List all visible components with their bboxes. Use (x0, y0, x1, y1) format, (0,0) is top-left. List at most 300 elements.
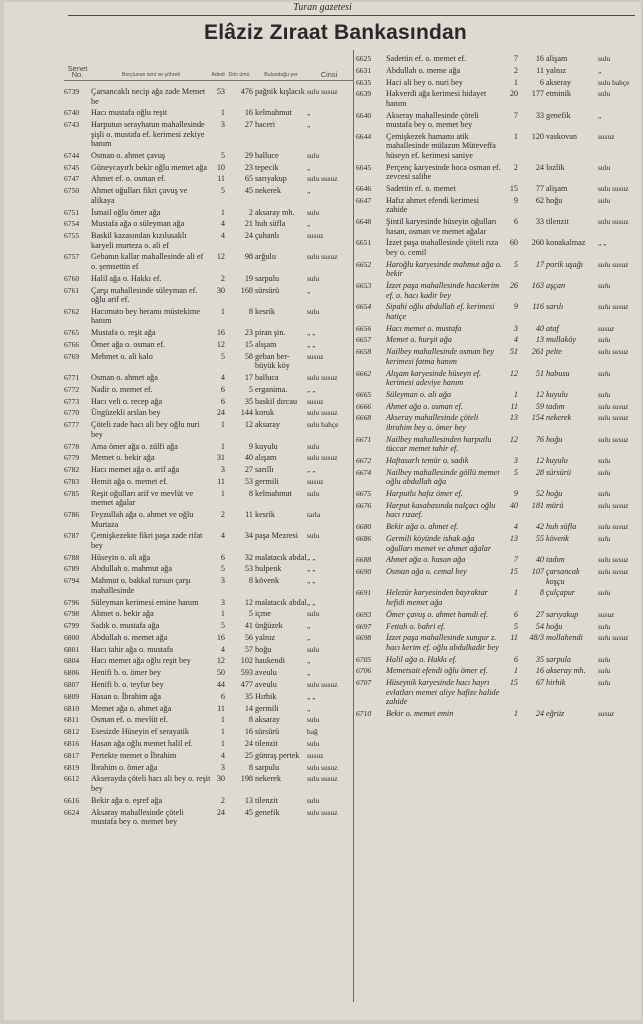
donum-value: 35 (244, 396, 253, 406)
land-type: sulu (598, 335, 611, 345)
location: huh süfla (255, 219, 286, 229)
location: yalnız (255, 632, 276, 642)
location: arğulu (255, 252, 276, 262)
record-number: 6698 (356, 633, 372, 643)
table-row (356, 196, 640, 215)
donum-value: 40 (244, 453, 253, 463)
record-number: 6644 (356, 131, 372, 141)
header-cins: Cinsi (320, 70, 338, 79)
donum-value: 52 (535, 489, 544, 499)
parcel-count: 15 (509, 678, 518, 688)
donum-value: 17 (535, 259, 544, 269)
record-number: 6772 (64, 384, 80, 394)
debtor-name: Abdullah o. meme ağa (386, 65, 461, 75)
record-number: 6665 (356, 389, 372, 399)
left-rows (64, 87, 354, 827)
donum-value: 28 (535, 467, 544, 477)
location: içme (255, 609, 271, 619)
table-row (356, 184, 640, 194)
table-row (64, 174, 354, 184)
debtor-name: Nadir o. memet ef. (91, 384, 153, 394)
parcel-count: 4 (220, 373, 225, 383)
parcel-count: 3 (220, 597, 225, 607)
donum-value: 57 (244, 644, 253, 654)
donum-value: 29 (244, 150, 253, 160)
debtor-name: Hacı veli o. recep ağa (91, 396, 163, 406)
location: tilenzit (255, 795, 278, 805)
table-row (64, 274, 354, 284)
table-row (356, 89, 640, 108)
record-number: 6686 (356, 534, 372, 544)
land-type: sulu susuz (307, 373, 338, 383)
land-type: sulu (598, 588, 611, 598)
record-number: 6770 (64, 408, 80, 418)
location: hoğu (546, 434, 563, 444)
header-donum: Dön ümü (228, 72, 250, 78)
record-number: 6676 (356, 500, 372, 510)
table-row (356, 163, 640, 182)
location: sürsürü (546, 467, 572, 477)
donum-value: 17 (244, 373, 253, 383)
record-number: 6811 (64, 715, 79, 725)
record-number: 6616 (64, 795, 80, 805)
donum-value: 8 (248, 715, 253, 725)
land-type: sulu (307, 531, 320, 541)
parcel-count: 7 (513, 555, 518, 565)
location: çulçapur (546, 588, 576, 598)
parcel-count: 6 (513, 217, 518, 227)
land-type: sulu (598, 195, 611, 205)
donum-value: 54 (535, 621, 544, 631)
parcel-count: 6 (220, 552, 225, 562)
donum-value: 51 (535, 368, 544, 378)
parcel-count: 4 (220, 750, 225, 760)
record-number: 6789 (64, 564, 80, 574)
donum-value: 163 (531, 281, 544, 291)
location: tilenzit (255, 739, 278, 749)
debtor-name: Hacı memet ağa o. arif ağa (91, 465, 180, 475)
parcel-count: 11 (217, 174, 225, 184)
table-row (64, 576, 354, 595)
parcel-count: 5 (220, 351, 225, 361)
record-number: 6653 (356, 281, 372, 291)
debtor-name: Harput kasabasında nalçacı oğlu hacı rızaef. (386, 500, 496, 520)
table-row (64, 307, 354, 326)
donum-value: 62 (535, 195, 544, 205)
donum-value: 40 (535, 323, 544, 333)
donum-value: 13 (535, 335, 544, 345)
location: kuyulu (546, 456, 568, 466)
land-type: sulu susuz (307, 807, 338, 817)
table-row (64, 656, 354, 666)
table-row (356, 413, 640, 432)
location: sarpulu (255, 762, 280, 772)
debtor-name: Hacı mustafa oğlu reşit (91, 108, 168, 118)
record-number: 6662 (356, 368, 372, 378)
land-type: sulu susuz (307, 453, 338, 463)
location: mollahendi (546, 633, 583, 643)
record-number: 6750 (64, 186, 80, 196)
location: genefik (546, 110, 571, 120)
land-type: „ „ (307, 384, 316, 394)
parcel-count: 5 (220, 150, 225, 160)
location: aveulu (255, 680, 277, 690)
parcel-count: 24 (216, 408, 225, 418)
parcel-count: 6 (220, 384, 225, 394)
debtor-name: Süleyman kerimesi emine hanım (91, 597, 199, 607)
debtor-name: Çemişkezekte fikri paşa zade rifat bey (91, 531, 203, 550)
table-row (64, 668, 354, 678)
land-type: „ (307, 285, 311, 295)
table-row (64, 453, 354, 463)
land-type: „ (307, 186, 311, 196)
masthead-rule (68, 15, 635, 16)
land-type: sulu susuz (598, 522, 629, 532)
parcel-count: 4 (220, 644, 225, 654)
debtor-name: Hacı memet ağa oğlu reşit bey (91, 656, 191, 666)
parcel-count: 6 (513, 654, 518, 664)
location: eğrüz (546, 708, 565, 718)
table-row (64, 408, 354, 418)
land-type: „ „ (307, 576, 316, 586)
table-row (64, 186, 354, 205)
land-type: sulu susuz (598, 347, 629, 357)
location: kövenk (546, 534, 569, 544)
record-number: 6743 (64, 120, 80, 130)
parcel-count: 15 (509, 567, 518, 577)
donum-value: 19 (244, 273, 253, 283)
location: etminik (546, 89, 572, 99)
parcel-count: 40 (509, 500, 518, 510)
location: kesrik (255, 306, 276, 316)
land-type: sulu bahçe (307, 420, 339, 430)
donum-value: 33 (535, 110, 544, 120)
table-row (64, 286, 354, 305)
land-type: „ (307, 656, 311, 666)
parcel-count: 7 (513, 110, 518, 120)
table-row (356, 522, 640, 532)
donum-value: 107 (531, 567, 544, 577)
table-row (64, 633, 354, 643)
debtor-name: Henifi b. o. ömer bey (91, 668, 162, 678)
location: aksaray (255, 420, 281, 430)
parcel-count: 11 (510, 633, 518, 643)
table-row (64, 87, 354, 106)
land-type: „ (307, 108, 311, 118)
header-adet: Adedi (211, 72, 225, 78)
donum-value: 32 (244, 552, 253, 562)
parcel-count: 60 (509, 238, 518, 248)
location: alişam (546, 54, 568, 63)
location: vaskovan (546, 131, 577, 141)
land-type: sulu susuz (598, 500, 629, 510)
donum-value: 35 (244, 691, 253, 701)
record-number: 6671 (356, 434, 372, 444)
table-row (64, 796, 354, 806)
table-row (64, 420, 354, 439)
land-type: „ (307, 120, 311, 130)
table-row (356, 324, 640, 334)
debtor-name: Bekir ağa o. eşref ağa (91, 795, 163, 805)
table-row (64, 397, 354, 407)
debtor-name: Gebanın kallar mahallesinde ali ef o. şemsettin ef (91, 252, 204, 271)
donum-value: 260 (531, 238, 544, 248)
debtor-name: Şintil karyesinde hüseyin oğulları hasan, osman ve memet ağalar (386, 217, 497, 236)
record-number: 6672 (356, 456, 372, 466)
donum-value: 181 (531, 500, 544, 510)
parcel-count: 12 (216, 339, 225, 349)
donum-value: 24 (244, 739, 253, 749)
table-row (64, 373, 354, 383)
table-row (64, 108, 354, 118)
debtor-name: Mehmet o. ali kalo (91, 351, 153, 361)
land-type: sulu susuz (598, 259, 629, 269)
record-number: 6654 (356, 302, 372, 312)
parcel-count: 5 (513, 467, 518, 477)
debtor-name: Perçenç karyesinde hoca osman ef. zevcesi salihe (386, 162, 501, 182)
location: tadım (546, 401, 565, 411)
record-number: 6800 (64, 632, 80, 642)
debtor-name: Hafız ahmet efendi kerimesi zahide (386, 195, 479, 215)
record-number: 6778 (64, 441, 80, 451)
donum-value: 56 (244, 632, 253, 642)
location: lozlik (546, 162, 565, 172)
table-row (64, 609, 354, 619)
land-type: sulu (598, 666, 611, 676)
land-type: sulu (598, 54, 611, 63)
table-row (356, 678, 640, 707)
parcel-count: 1 (220, 727, 225, 737)
table-row (356, 588, 640, 607)
land-type: susuz (307, 396, 324, 406)
record-number: 6816 (64, 739, 80, 749)
table-row (64, 739, 354, 749)
table-row (356, 335, 640, 345)
record-number: 6766 (64, 339, 80, 349)
land-type: susuz (307, 351, 324, 361)
donum-value: 593 (240, 668, 253, 678)
land-type: „ „ (307, 691, 316, 701)
location: erganimа. (255, 384, 288, 394)
parcel-count: 26 (509, 281, 518, 291)
donum-value: 5 (248, 609, 253, 619)
debtor-name: Halil ağa o. Hakkı ef. (91, 273, 162, 283)
land-type: „ „ (598, 238, 607, 248)
donum-value: 12 (535, 389, 544, 399)
debtor-name: Memet ağa o. ahmet ağa (91, 703, 172, 713)
table-row (356, 489, 640, 499)
debtor-name: Sadettin ef. o. memet (386, 184, 456, 194)
debtor-name: Osman ef. o. mevlüt ef. (91, 715, 169, 725)
parcel-count: 1 (513, 666, 518, 676)
parcel-count: 44 (216, 680, 225, 690)
land-type: sulu (307, 150, 320, 160)
donum-value: 12 (244, 420, 253, 430)
location: konakalmaz (546, 238, 586, 248)
land-type: sulu (598, 534, 611, 544)
record-number: 6762 (64, 306, 80, 316)
record-number: 6786 (64, 510, 80, 520)
donum-value: 16 (244, 108, 253, 118)
donum-value: 8 (248, 576, 253, 586)
parcel-count: 7 (513, 54, 518, 63)
location: kövenk (255, 576, 280, 586)
donum-value: 198 (240, 774, 253, 784)
record-number: 6657 (356, 335, 372, 345)
debtor-name: Ahmet o. bekir ağa (91, 609, 154, 619)
table-row (356, 655, 640, 665)
parcel-count: 1 (220, 207, 225, 217)
table-row (64, 352, 354, 371)
donum-value: 476 (240, 87, 253, 96)
table-row (64, 442, 354, 452)
land-type: sulu (307, 306, 320, 316)
location: koruk (255, 408, 275, 418)
table-row (64, 510, 354, 529)
parcel-count: 3 (220, 465, 225, 475)
location: huh süfla (546, 522, 577, 532)
donum-value: 154 (531, 413, 544, 423)
land-type: „ (598, 65, 602, 75)
land-type: „ „ (307, 564, 316, 574)
table-row (64, 328, 354, 338)
debtor-name: Akseraydа çöteli hacı ali bey o. reşit bey (91, 774, 211, 793)
record-number: 6754 (64, 219, 80, 229)
debtor-name: Hacı tahir ağa o. mustafa (91, 644, 174, 654)
debtor-name: Haftasarlı temür o. sadık (386, 456, 469, 466)
donum-value: 23 (244, 162, 253, 172)
location: kelmahmut (255, 488, 292, 498)
table-row (356, 534, 640, 553)
table-row (64, 751, 354, 761)
land-type: sulu susuz (307, 87, 338, 96)
debtor-name: Mustafa o. reşit ağa (91, 328, 156, 338)
donum-value: 12 (244, 597, 253, 607)
debtor-name: Feyzullah ağa o. ahmet ve oğlu Murtaza (91, 510, 194, 529)
donum-value: 12 (535, 456, 544, 466)
parcel-count: 6 (513, 609, 518, 619)
land-type: sulu susuz (598, 401, 629, 411)
land-type: sulu (307, 795, 320, 805)
debtor-name: Memetsait efendi oğlu ömer ef. (386, 666, 488, 676)
parcel-count: 2 (513, 162, 518, 172)
land-type: sulu (598, 368, 611, 378)
table-row (64, 340, 354, 350)
donum-value: 15 (244, 339, 253, 349)
record-number: 6707 (356, 678, 372, 688)
table-row (356, 369, 640, 388)
land-type: sulu (598, 456, 611, 466)
table-row (356, 567, 640, 586)
donum-value: 14 (244, 703, 253, 713)
parcel-count: 5 (513, 259, 518, 269)
land-type: susuz (307, 750, 324, 760)
location: germili (255, 476, 279, 486)
record-number: 6668 (356, 413, 372, 423)
location: tadım (546, 555, 565, 565)
location: mürü (546, 500, 564, 510)
parcel-count: 1 (513, 131, 518, 141)
location: pağnik kışlacık (255, 87, 305, 96)
parcel-count: 11 (217, 476, 225, 486)
land-type: bağ (307, 727, 318, 737)
record-number: 6769 (64, 351, 80, 361)
location: baskil dırcau (255, 396, 298, 406)
newspaper-page (4, 2, 641, 1020)
parcel-count: 4 (513, 522, 518, 532)
record-number: 6625 (356, 54, 372, 63)
land-type: sulu susuz (598, 555, 629, 565)
location: çuhanlı (255, 231, 280, 241)
location: habusu (546, 368, 570, 378)
donum-value: 13 (244, 795, 253, 805)
donum-value: 34 (244, 531, 253, 541)
parcel-count: 1 (513, 588, 518, 598)
location: ünğüzek (255, 621, 283, 631)
debtor-name: Çarsancaklı necip ağa zade Memet be (91, 87, 206, 106)
land-type: „ (307, 219, 311, 229)
land-type: sulu (307, 441, 320, 451)
location: haceri (255, 120, 275, 130)
record-number: 6755 (64, 231, 80, 241)
parcel-count: 4 (220, 531, 225, 541)
record-number: 6647 (356, 195, 372, 205)
location: akseray (546, 77, 572, 87)
parcel-count: 20 (509, 89, 518, 99)
parcel-count: 1 (220, 739, 225, 749)
record-number: 6787 (64, 531, 80, 541)
location: hoğu (546, 621, 563, 631)
donum-value: 261 (531, 347, 544, 357)
donum-value: 16 (535, 54, 544, 63)
table-row (356, 347, 640, 366)
land-type: „ „ (307, 552, 316, 562)
parcel-count: 2 (220, 273, 225, 283)
donum-value: 116 (532, 302, 544, 312)
record-number: 6666 (356, 401, 372, 411)
table-row (356, 435, 640, 454)
table-row (64, 598, 354, 608)
donum-value: 120 (531, 131, 544, 141)
donum-value: 59 (535, 401, 544, 411)
record-number: 6773 (64, 396, 80, 406)
parcel-count: 13 (509, 413, 518, 423)
location: günraş pertek (255, 750, 300, 760)
donum-value: 102 (240, 656, 253, 666)
donum-value: 45 (244, 186, 253, 196)
donum-value: 24 (244, 231, 253, 241)
table-row (64, 680, 354, 690)
debtor-name: Osman ağa o. cemal bey (386, 567, 467, 577)
donum-value: 76 (535, 434, 544, 444)
location: germili (255, 703, 279, 713)
donum-value: 16 (535, 666, 544, 676)
location: paşa Mezresi (255, 531, 298, 541)
location: sürsürü (255, 727, 280, 737)
land-type: sulu (307, 644, 320, 654)
donum-value: 65 (244, 174, 253, 184)
donum-value: 11 (245, 510, 253, 520)
debtor-name: Memet o. bekir ağa (91, 453, 155, 463)
location: sürsürü (255, 285, 280, 295)
record-number: 6799 (64, 621, 80, 631)
land-type: sulu (598, 389, 611, 399)
donum-value: 8 (248, 762, 253, 772)
location: porik uşağı (546, 259, 584, 269)
donum-value: 6 (539, 77, 544, 87)
land-type: sulu susuz (598, 434, 629, 444)
table-row (64, 763, 354, 773)
